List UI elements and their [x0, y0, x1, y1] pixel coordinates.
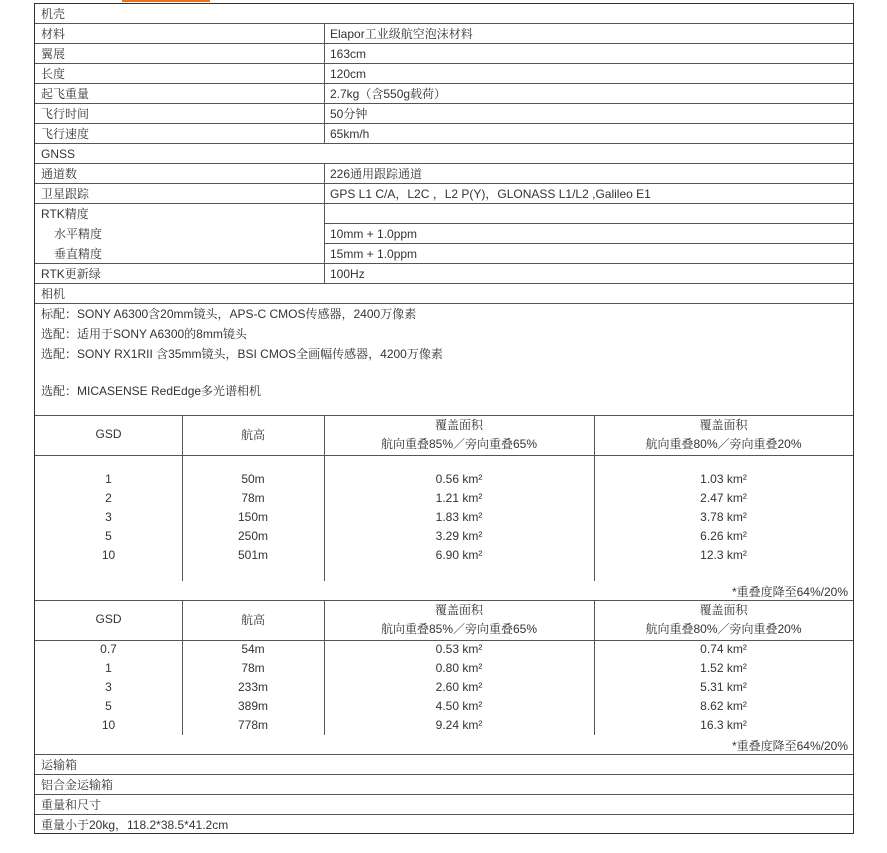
cell-altitude: 501m — [237, 548, 269, 562]
spec-key: 长度 — [41, 67, 66, 81]
cell-gsd: 3 — [105, 510, 112, 524]
cell-coverage: 4.50 km² — [435, 699, 483, 713]
spec-row — [35, 775, 853, 795]
cell-gsd: 0.7 — [100, 642, 117, 656]
spec-value: 15mm + 1.0ppm — [330, 247, 418, 261]
cell-gsd: 3 — [105, 680, 112, 694]
spec-key: RTK更新绿 — [41, 267, 101, 281]
overlap-note: *重叠度降至64%/20% — [731, 739, 848, 753]
header-coverage-sub: 航向重叠85%／旁向重叠65% — [380, 622, 538, 636]
spec-value: 2.7kg（含550g载荷） — [330, 87, 447, 101]
header-altitude: 航高 — [240, 428, 265, 442]
cell-gsd: 1 — [105, 661, 112, 675]
cell-altitude: 50m — [241, 472, 265, 486]
cell-altitude: 78m — [241, 491, 265, 505]
spec-key: 飞行时间 — [41, 107, 90, 121]
header-coverage-title: 覆盖面积 — [699, 603, 748, 617]
cell-coverage: 1.83 km² — [435, 510, 483, 524]
header-coverage-title: 覆盖面积 — [699, 418, 748, 432]
cell-coverage: 0.56 km² — [435, 472, 483, 486]
column-divider — [594, 600, 595, 735]
spec-key: RTK精度 — [41, 207, 89, 221]
cell-coverage: 2.60 km² — [435, 680, 483, 694]
overlap-note: *重叠度降至64%/20% — [731, 585, 848, 599]
section-gnss — [35, 144, 853, 164]
cell-altitude: 778m — [237, 718, 269, 732]
spec-value: 65km/h — [330, 127, 370, 141]
cell-coverage: 5.31 km² — [700, 680, 747, 694]
section-title: 运输箱 — [41, 758, 78, 772]
cell-coverage: 3.78 km² — [700, 510, 747, 524]
camera-option: 选配：SONY RX1RII 含35mm镜头，BSI CMOS全画幅传感器，4200万像素 — [41, 347, 443, 361]
spec-value: Elapor工业级航空泡沫材料 — [330, 27, 473, 41]
spec-row — [35, 44, 853, 64]
cell-coverage: 3.29 km² — [435, 529, 483, 543]
header-coverage-sub: 航向重叠80%／旁向重叠20% — [645, 437, 802, 451]
header-coverage-title: 覆盖面积 — [434, 603, 483, 617]
cell-gsd: 5 — [105, 529, 112, 543]
cell-coverage: 6.26 km² — [700, 529, 747, 543]
column-divider — [324, 415, 325, 581]
spec-row — [35, 64, 853, 84]
spec-row — [35, 164, 853, 184]
spec-value: 226通用跟踪通道 — [330, 167, 423, 181]
column-divider — [324, 164, 325, 284]
cell-gsd: 5 — [105, 699, 112, 713]
column-divider — [324, 600, 325, 735]
cell-coverage: 0.53 km² — [435, 642, 483, 656]
spec-value: GPS L1 C/A，L2C ，L2 P(Y)，GLONASS L1/L2 ,Galileo E1 — [330, 187, 651, 201]
spec-sheet — [34, 3, 854, 834]
cell-coverage: 6.90 km² — [435, 548, 483, 562]
camera-option: 选配：适用于SONY A6300的8mm镜头 — [41, 327, 247, 341]
cell-coverage: 0.74 km² — [700, 642, 747, 656]
spec-row — [35, 104, 853, 124]
divider — [35, 455, 853, 456]
section-title: GNSS — [41, 147, 76, 161]
camera-option: 选配：MICASENSE RedEdge多光谱相机 — [41, 384, 262, 398]
cell-gsd: 1 — [105, 472, 112, 486]
spec-key: 翼展 — [41, 47, 66, 61]
cell-gsd: 10 — [101, 548, 116, 562]
spec-row — [35, 264, 853, 284]
cell-coverage: 1.52 km² — [700, 661, 747, 675]
accent-bar — [122, 0, 210, 2]
spec-key: 垂直精度 — [54, 247, 103, 261]
transport-case: 铝合金运输箱 — [41, 778, 114, 792]
header-coverage-title: 覆盖面积 — [434, 418, 483, 432]
camera-option: 标配：SONY A6300含20mm镜头，APS-C CMOS传感器，2400万像素 — [41, 307, 417, 321]
spec-value: 10mm + 1.0ppm — [330, 227, 418, 241]
cell-altitude: 250m — [237, 529, 269, 543]
column-divider — [594, 415, 595, 581]
column-divider — [182, 415, 183, 581]
spec-key: 起飞重量 — [41, 87, 90, 101]
spec-key: 通道数 — [41, 167, 78, 181]
cell-coverage: 8.62 km² — [700, 699, 747, 713]
cell-coverage: 1.21 km² — [435, 491, 483, 505]
spec-key: 水平精度 — [54, 227, 103, 241]
section-transport — [35, 755, 853, 775]
spec-row — [35, 24, 853, 44]
spec-value: 50分钟 — [330, 107, 368, 121]
cell-coverage: 1.03 km² — [700, 472, 747, 486]
column-divider — [182, 600, 183, 735]
header-coverage-sub: 航向重叠85%／旁向重叠65% — [380, 437, 538, 451]
header-coverage-sub: 航向重叠80%／旁向重叠20% — [645, 622, 802, 636]
header-gsd: GSD — [95, 612, 122, 626]
spec-key: 材料 — [41, 27, 66, 41]
spec-row — [35, 184, 853, 204]
spec-row — [35, 84, 853, 104]
cell-altitude: 389m — [237, 699, 269, 713]
cell-coverage: 9.24 km² — [435, 718, 483, 732]
spec-row — [35, 815, 853, 835]
spec-row — [35, 224, 853, 244]
section-title: 机壳 — [41, 7, 66, 21]
spec-value: 163cm — [330, 47, 367, 61]
header-gsd: GSD — [95, 427, 122, 441]
cell-altitude: 54m — [241, 642, 265, 656]
cell-altitude: 78m — [241, 661, 265, 675]
spec-value: 100Hz — [330, 267, 365, 281]
cell-gsd: 2 — [105, 491, 112, 505]
spec-key: 卫星跟踪 — [41, 187, 90, 201]
cell-coverage: 0.80 km² — [435, 661, 483, 675]
cell-coverage: 16.3 km² — [700, 718, 747, 732]
cell-altitude: 150m — [237, 510, 269, 524]
section-airframe — [35, 4, 853, 24]
spec-row — [35, 124, 853, 144]
header-altitude: 航高 — [240, 613, 265, 627]
spec-row — [35, 204, 853, 224]
cell-altitude: 233m — [237, 680, 269, 694]
column-divider — [324, 24, 325, 144]
section-title: 相机 — [41, 287, 66, 301]
spec-value: 重量小于20kg，118.2*38.5*41.2cm — [41, 818, 229, 832]
cell-coverage: 2.47 km² — [700, 491, 747, 505]
section-camera — [35, 284, 853, 304]
spec-row — [35, 244, 853, 264]
spec-row — [35, 795, 853, 815]
cell-gsd: 10 — [101, 718, 116, 732]
spec-value: 120cm — [330, 67, 367, 81]
cell-coverage: 12.3 km² — [700, 548, 747, 562]
spec-key: 飞行速度 — [41, 127, 90, 141]
spec-key: 重量和尺寸 — [41, 798, 102, 812]
